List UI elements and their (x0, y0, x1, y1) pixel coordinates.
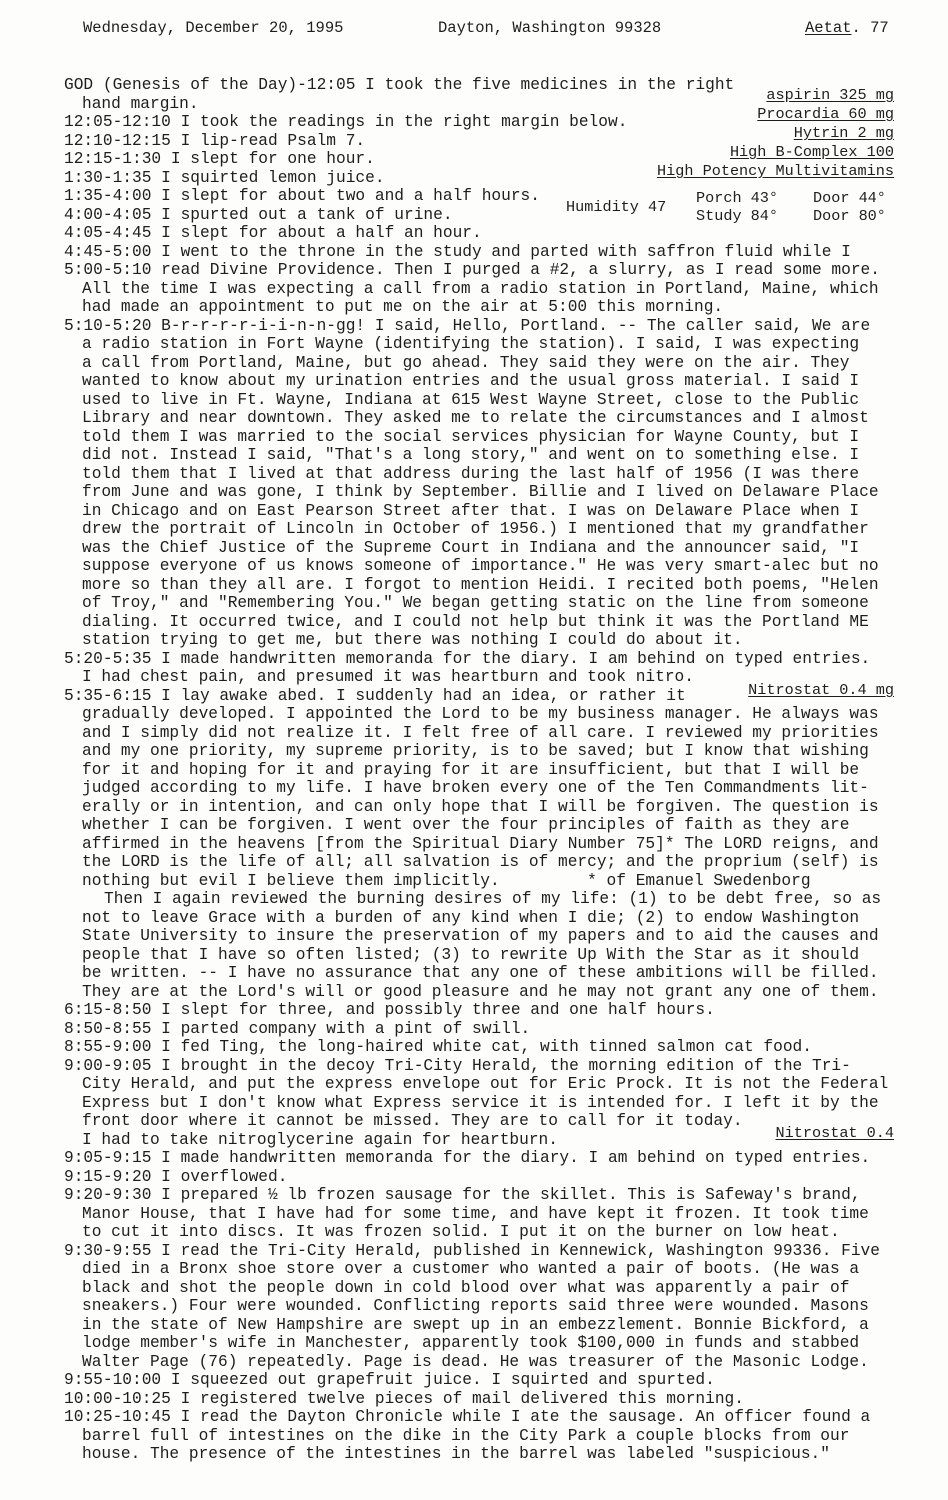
diary-line: for it and hoping for it and praying for it are insufficient, but that I will be (82, 760, 860, 779)
diary-line: told them I was married to the social services physician for Wayne County, but I (82, 427, 860, 446)
door-temp-2: Door 80° (813, 207, 886, 225)
diary-line: 9:00-9:05 I brought in the decoy Tri-City Herald, the morning edition of the Tri- (64, 1056, 851, 1075)
diary-line: wanted to know about my urination entries and the usual gross material. I said I (82, 372, 860, 390)
diary-line: 9:15-9:20 I overflowed. (64, 1167, 288, 1186)
porch-temp: Porch 43° (696, 189, 779, 207)
diary-line: 9:20-9:30 I prepared ½ lb frozen sausage for the skillet. This is Safeway's brand, (64, 1186, 861, 1204)
diary-line: had made an appointment to put me on the air at 5:00 this morning. (82, 298, 724, 316)
diary-line: station trying to get me, but there was nothing I could do about it. (82, 631, 743, 649)
diary-line: 4:00-4:05 I spurted out a tank of urine. (64, 205, 453, 224)
diary-line: a call from Portland, Maine, but go ahead. They said they were on the air. They (82, 353, 850, 372)
diary-line: and I simply did not realize it. I felt free of all care. I reviewed my priorities (82, 723, 879, 742)
diary-line: not to leave Grace with a burden of any kind when I die; (2) to endow Washington (82, 908, 860, 927)
diary-line: They are at the Lord's will or good pleasure and he may not grant any one of them. (82, 982, 879, 1001)
entry-date: Wednesday, December 20, 1995 (83, 19, 344, 37)
medicine-procardia: Procardia 60 mg (757, 105, 894, 123)
diary-line: gradually developed. I appointed the Lord to be my business manager. He always was (82, 705, 879, 723)
diary-line: 4:05-4:45 I slept for about a half an hour. (64, 224, 482, 242)
diary-line: sneakers.) Four were wounded. Conflicting reports said three were wounded. Masons (82, 1297, 869, 1315)
diary-line: the LORD is the life of all; all salvation is of mercy; and the proprium (self) is (82, 853, 879, 871)
diary-line: hand margin. (82, 94, 199, 113)
diary-line: house. The presence of the intestines in the barrel was labeled "suspicious." (82, 1445, 830, 1463)
diary-line: 8:50-8:55 I parted company with a pint of swill. (64, 1019, 531, 1038)
medicine-aspirin: aspirin 325 mg (766, 86, 894, 104)
diary-line: a radio station in Fort Wayne (identifying the station). I said, I was expecting (82, 335, 860, 353)
medicine-multivitamins: High Potency Multivitamins (657, 162, 894, 180)
diary-line: 5:20-5:35 I made handwritten memoranda for the diary. I am behind on typed entries. (64, 649, 871, 668)
diary-line: 10:25-10:45 I read the Dayton Chronicle while I ate the sausage. An officer found a (64, 1408, 871, 1426)
diary-line: Library and near downtown. They asked me to relate the circumstances and I almost (82, 409, 869, 427)
diary-line: front door where it cannot be missed. They are to call for it today. (82, 1112, 743, 1130)
diary-line: 5:10-5:20 B-r-r-r-r-i-i-n-n-gg! I said, Hello, Portland. -- The caller said, We are (64, 316, 871, 335)
diary-line: 9:30-9:55 I read the Tri-City Herald, published in Kennewick, Washington 99336. Five (64, 1241, 880, 1260)
diary-line: 12:05-12:10 I took the readings in the right margin below. (64, 113, 628, 131)
diary-line: erally or in intention, and can only hope that I will be forgiven. The question is (82, 797, 879, 816)
diary-line: barrel full of intestines on the dike in the City Park a couple blocks from our (82, 1426, 850, 1445)
diary-line: drew the portrait of Lincoln in October of 1956.) I mentioned that my grandfather (82, 520, 869, 538)
diary-line: 6:15-8:50 I slept for three, and possibly three and one half hours. (64, 1001, 715, 1019)
diary-line: from June and was gone, I think by September. Billie and I lived on Delaware Place (82, 483, 879, 501)
diary-line: to cut it into discs. It was frozen solid. I put it on the burner on low heat. (82, 1223, 840, 1241)
study-temp: Study 84° (696, 207, 779, 225)
aetat-value: . 77 (851, 19, 889, 37)
diary-line: City Herald, and put the express envelope out for Eric Prock. It is not the Federal (82, 1075, 889, 1093)
diary-line: used to live in Ft. Wayne, Indiana at 615 West Wayne Street, close to the Public (82, 390, 860, 409)
diary-line: and my one priority, my supreme priority, is to be saved; but I know that wishing (82, 742, 869, 760)
diary-line: GOD (Genesis of the Day)-12:05 I took the five medicines in the right (64, 76, 735, 94)
diary-line: 12:15-1:30 I slept for one hour. (64, 150, 375, 168)
diary-line: 9:55-10:00 I squeezed out grapefruit juice. I squirted and spurted. (64, 1371, 715, 1389)
nitrostat-note-1: Nitrostat 0.4 mg (748, 681, 894, 699)
diary-line: All the time I was expecting a call from a radio station in Portland, Maine, which (82, 279, 879, 298)
diary-line: of Troy," and "Remembering You." We began getting static on the line from someone (82, 594, 869, 612)
diary-line: 5:00-5:10 read Divine Providence. Then I purged a #2, a slurry, as I read some more. (64, 261, 880, 279)
diary-line: people that I have so often listed; (3) to rewrite Up With the Star as it should (82, 945, 860, 964)
diary-line: 10:00-10:25 I registered twelve pieces of mail delivered this morning. (64, 1389, 744, 1408)
diary-line: suppose everyone of us knows someone of importance." He was very smart-alec but no (82, 557, 879, 575)
diary-line: 1:35-4:00 I slept for about two and a half hours. (64, 187, 540, 205)
door-temp-1: Door 44° (813, 189, 886, 207)
diary-line: was the Chief Justice of the Supreme Court in Indiana and the announcer said, "I (82, 538, 860, 557)
diary-line: 12:10-12:15 I lip-read Psalm 7. (64, 131, 366, 150)
diary-line: 8:55-9:00 I fed Ting, the long-haired white cat, with tinned salmon cat food. (64, 1038, 812, 1056)
medicine-hytrin: Hytrin 2 mg (793, 124, 894, 142)
diary-line: lodge member's wife in Manchester, apparently took $100,000 in funds and stabbed (82, 1334, 860, 1352)
humidity-reading: Humidity 47 (566, 198, 667, 216)
diary-line: 5:35-6:15 I lay awake abed. I suddenly had an idea, or rather it (64, 686, 686, 705)
diary-line: 1:30-1:35 I squirted lemon juice. (64, 168, 385, 187)
diary-line: dialing. It occurred twice, and I could not help but think it was the Portland ME (82, 612, 869, 631)
diary-line: affirmed in the heavens [from the Spiritual Diary Number 75]* The LORD reigns, and (82, 834, 879, 853)
aetat-label: Aetat (805, 19, 852, 37)
entry-age (805, 19, 889, 37)
diary-line: nothing but evil I believe them implicitly. * of Emanuel Swedenborg (82, 871, 811, 890)
diary-line: judged according to my life. I have broken every one of the Ten Commandments lit- (82, 779, 869, 797)
diary-body (64, 76, 904, 1464)
diary-line: 9:05-9:15 I made handwritten memoranda for the diary. I am behind on typed entries. (64, 1149, 871, 1167)
diary-line: I had to take nitroglycerine again for heartburn. (82, 1130, 558, 1149)
diary-line: 4:45-5:00 I went to the throne in the study and parted with saffron fluid while I (64, 242, 851, 261)
diary-line: Walter Page (76) repeatedly. Page is dead. He was treasurer of the Masonic Lodge. (82, 1352, 869, 1371)
diary-line: died in a Bronx shoe store over a customer who wanted a pair of boots. (He was a (82, 1260, 860, 1278)
diary-line: did not. Instead I said, "That's a long story," and went on to something else. I (82, 446, 860, 464)
diary-line: told them that I lived at that address during the last half of 1956 (I was there (82, 464, 860, 483)
diary-line: whether I can be forgiven. I went over the four principles of faith as they are (82, 816, 850, 834)
diary-line: in Chicago and on East Pearson Street after that. I was on Delaware Place when I (82, 501, 860, 520)
nitrostat-note-2: Nitrostat 0.4 (775, 1124, 894, 1142)
diary-line: more so than they all are. I forgot to mention Heidi. I recited both poems, "Helen (82, 575, 879, 594)
diary-line: Express but I don't know what Express service it is intended for. I left it by the (82, 1093, 879, 1112)
entry-place: Dayton, Washington 99328 (438, 19, 662, 37)
diary-line: black and shot the people down in cold blood over what was apparently a pair of (82, 1278, 850, 1297)
diary-line: be written. -- I have no assurance that any one of these ambitions will be filled. (82, 964, 879, 982)
diary-line: State University to insure the preservation of my papers and to aid the causes and (82, 927, 879, 945)
diary-line: Manor House, that I have had for some time, and have kept it frozen. It took time (82, 1204, 869, 1223)
diary-line: I had chest pain, and presumed it was heartburn and took nitro. (82, 668, 694, 686)
diary-line: in the state of New Hampshire are swept up in an embezzlement. Bonnie Bickford, a (82, 1315, 869, 1334)
diary-line: Then I again reviewed the burning desires of my life: (1) to be debt free, so as (104, 890, 882, 908)
medicine-b-complex: High B-Complex 100 (729, 143, 894, 161)
